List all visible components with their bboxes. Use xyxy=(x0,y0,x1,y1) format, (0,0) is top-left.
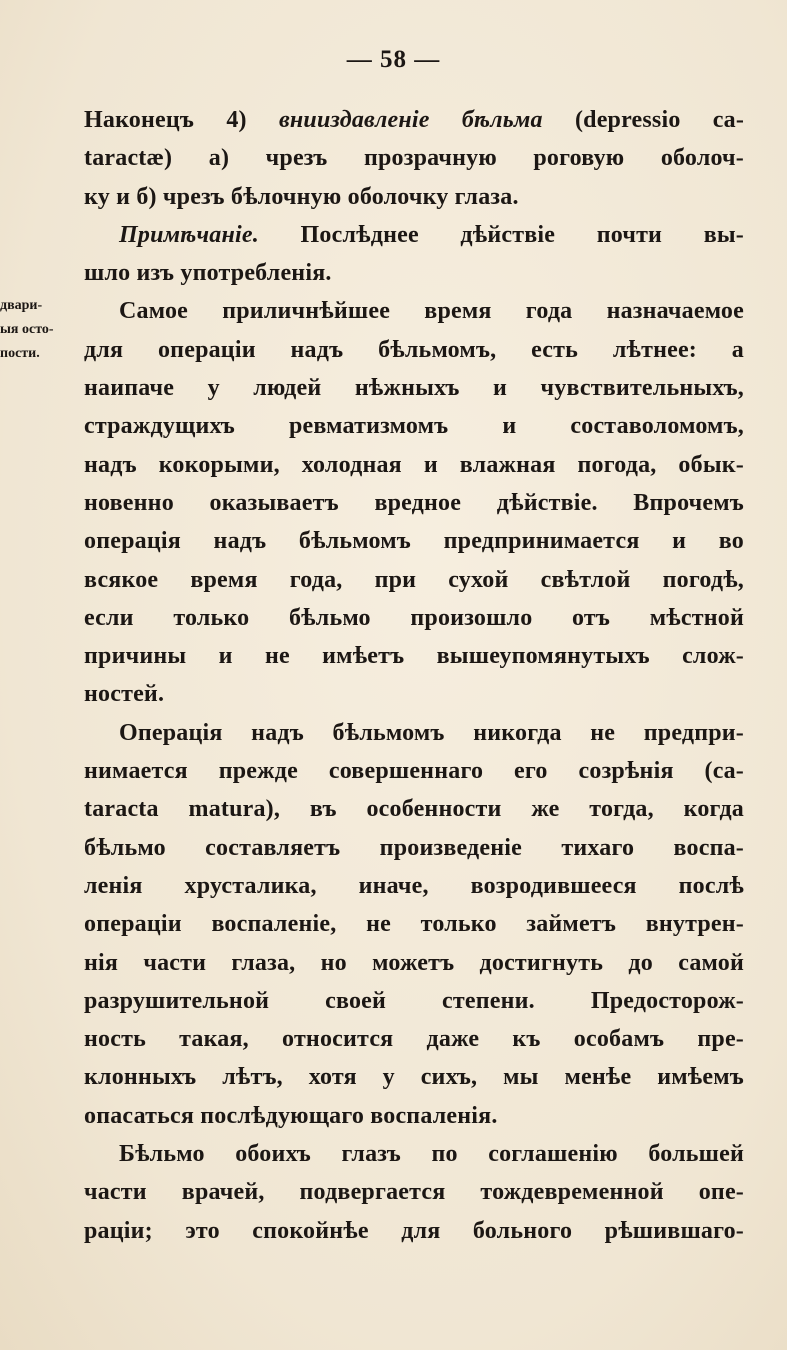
text-line: ку и б) чрезъ бѣлочную оболочку глаза. xyxy=(84,183,519,210)
margin-note-line: ыя осто- xyxy=(0,322,54,337)
text-line: разрушительной своей степени. Предосторож- xyxy=(84,987,744,1014)
text-line xyxy=(84,101,744,139)
body-text xyxy=(84,101,744,1250)
text-line: новенно оказываетъ вредное дѣйствіе. Впрочемъ xyxy=(84,489,744,516)
text-line: ленія хрусталика, иначе, возродившееся послѣ xyxy=(84,872,744,899)
text-line: всякое время года, при сухой свѣтлой погодѣ, xyxy=(84,566,744,593)
text-segment: (depressio ca- xyxy=(542,107,745,133)
text-line: опасаться послѣдующаго воспаленія. xyxy=(84,1102,498,1129)
text-line: Операція надъ бѣльмомъ никогда не предпри- xyxy=(119,719,744,746)
text-line: taractæ) а) чрезъ прозрачную роговую оболоч- xyxy=(84,145,744,172)
text-line: ность такая, относится даже къ особамъ пре- xyxy=(84,1026,744,1053)
text-line: бѣльмо составляетъ произведеніе тихаго воспа- xyxy=(84,834,744,861)
text-line: если только бѣльмо произошло отъ мѣстной xyxy=(84,604,744,631)
text-line: шло изъ употребленія. xyxy=(84,260,332,287)
text-line: операціи воспаленіе, не только займетъ внутрен- xyxy=(84,911,744,938)
text-line: нимается прежде совершеннаго его созрѣнія (ca- xyxy=(84,758,744,785)
text-line: для операціи надъ бѣльмомъ, есть лѣтнее: а xyxy=(84,336,744,363)
text-segment: Наконецъ 4) xyxy=(84,107,279,133)
text-line: нія части глаза, но можетъ достигнуть до самой xyxy=(84,949,744,976)
text-line: страждущихъ ревматизмомъ и составоломомъ, xyxy=(84,413,744,440)
text-line: клонныхъ лѣтъ, хотя у сихъ, мы менѣе имѣемъ xyxy=(84,1064,744,1091)
italic-term: Примѣчаніе. xyxy=(119,221,259,248)
margin-note-line: двари- xyxy=(0,298,43,313)
text-line: ностей. xyxy=(84,681,165,708)
page-number: — 58 — xyxy=(346,46,441,73)
text-line: Самое приличнѣйшее время года назначаемое xyxy=(119,298,744,325)
text-line: операція надъ бѣльмомъ предпринимается и во xyxy=(84,528,744,555)
text-line: Бѣльмо обоихъ глазъ по соглашенію большей xyxy=(119,1141,744,1168)
margin-note xyxy=(0,294,64,366)
text-segment: Послѣднее дѣйствіе почти вы- xyxy=(258,221,744,248)
text-line: причины и не имѣетъ вышеупомянутыхъ слож- xyxy=(84,643,744,670)
text-line: части врачей, подвергается тождевременной опе- xyxy=(84,1179,744,1206)
margin-note-line: пости. xyxy=(0,346,40,361)
text-line xyxy=(84,216,744,254)
text-line: наипаче у людей нѣжныхъ и чувствительныхъ, xyxy=(84,375,744,402)
text-line: раціи; это спокойнѣе для больного рѣшившаго- xyxy=(84,1217,744,1244)
text-line: taracta matura), въ особенности же тогда, когда xyxy=(84,796,744,823)
italic-term: внииздавленіе бѣльма xyxy=(278,107,543,133)
text-line: надъ кокорыми, холодная и влажная погода, обык- xyxy=(84,451,744,478)
